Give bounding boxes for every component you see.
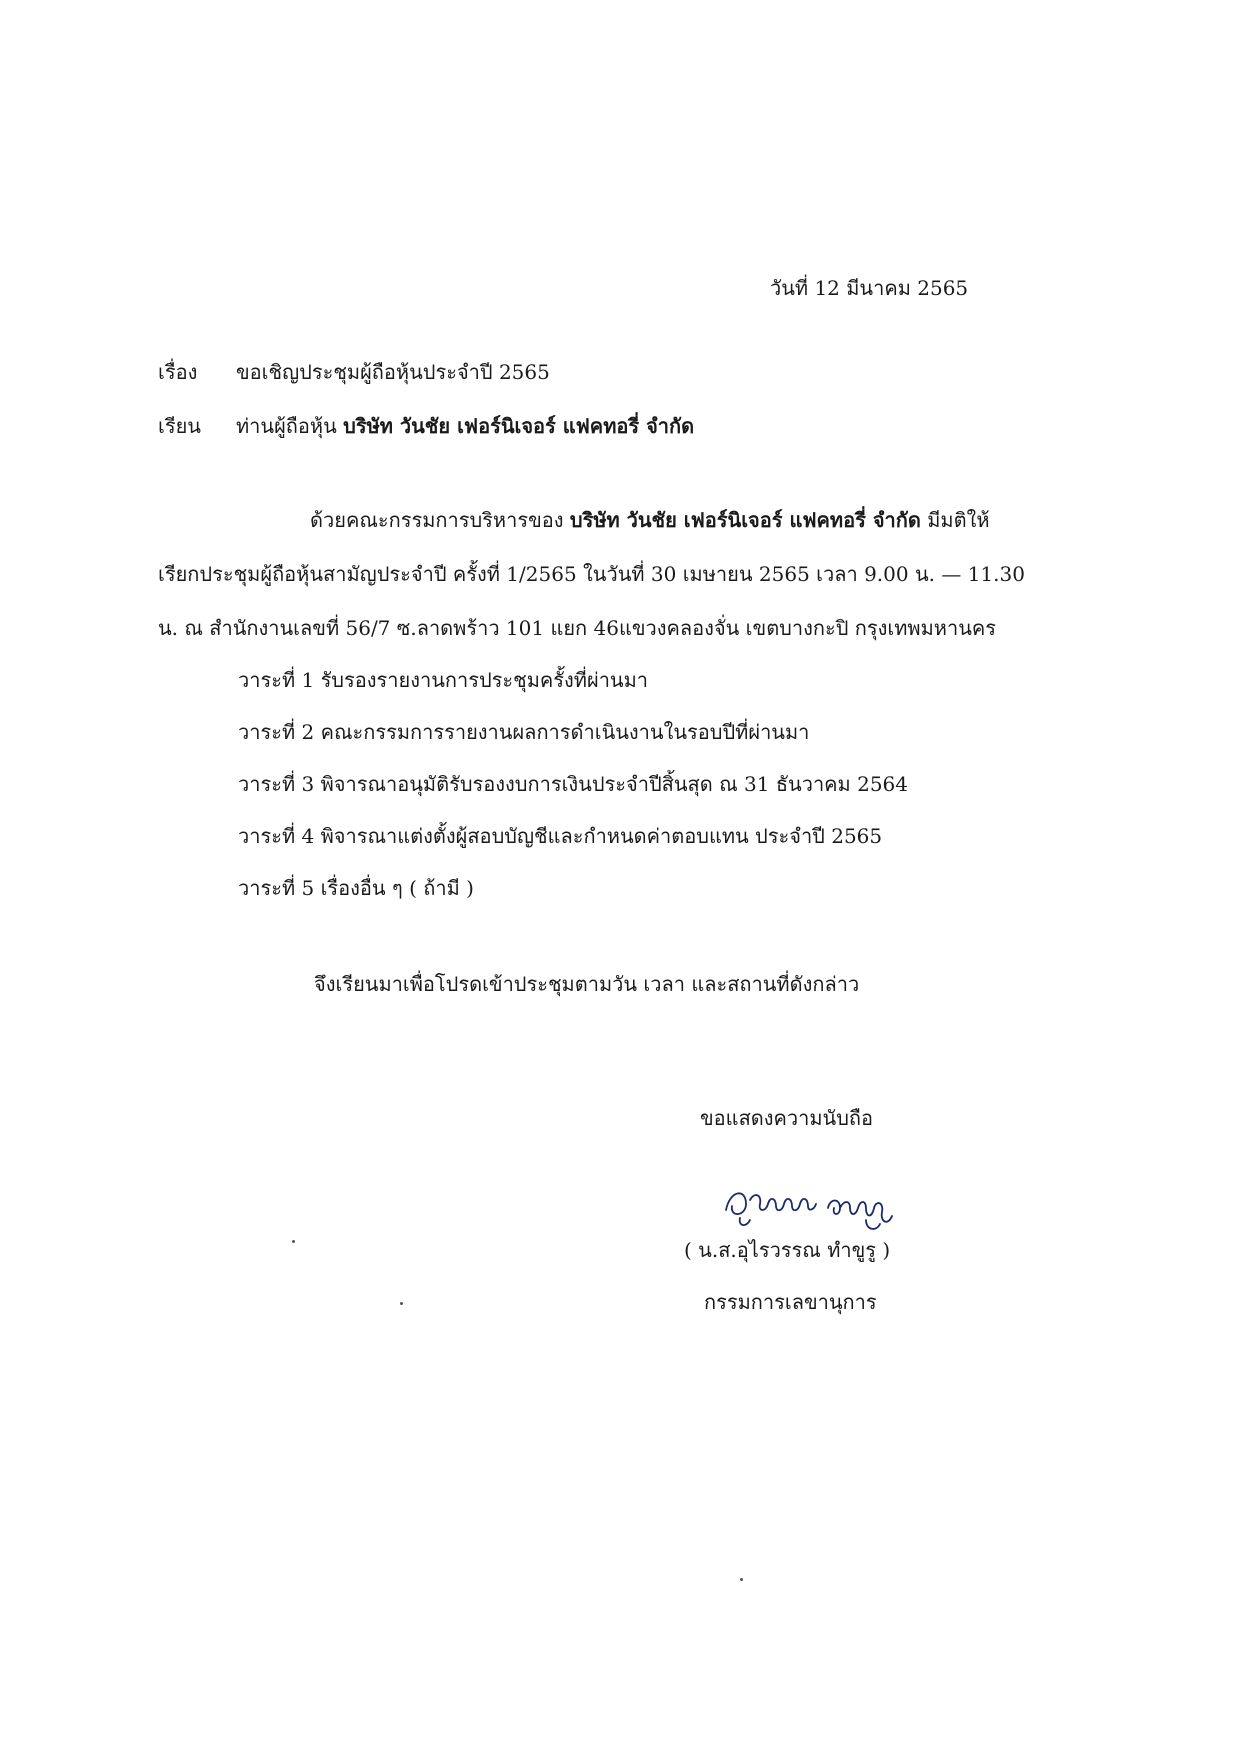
- recipient-label: เรียน: [158, 414, 201, 438]
- body-company-name: บริษัท วันชัย เฟอร์นิเจอร์ แฟคทอรี่ จำกัด: [569, 508, 921, 532]
- body-line-1-suffix: มีมติให้: [920, 508, 990, 532]
- subject-label: เรื่อง: [158, 360, 198, 384]
- scan-speck: [400, 1302, 403, 1305]
- body-line-1: [310, 506, 990, 534]
- signature-stroke-first-name: [726, 1193, 816, 1225]
- agenda-item-5: วาระที่ 5 เรื่องอื่น ๆ ( ถ้ามี ): [238, 876, 474, 900]
- signature-stroke-last-name: [828, 1201, 892, 1229]
- agenda-item-3: วาระที่ 3 พิจารณาอนุมัติรับรองงบการเงินประจำปีสิ้นสุด ณ 31 ธันวาคม 2564: [238, 772, 908, 796]
- agenda-item-2: วาระที่ 2 คณะกรรมการรายงานผลการดำเนินงานในรอบปีที่ผ่านมา: [238, 720, 810, 744]
- signer-name: ( น.ส.อุไรวรรณ ทำขูรู ): [684, 1238, 891, 1262]
- scan-speck: [740, 1578, 743, 1581]
- regards-text: ขอแสดงความนับถือ: [700, 1106, 874, 1130]
- handwritten-signature: [716, 1170, 916, 1240]
- recipient-company: บริษัท วันชัย เฟอร์นิเจอร์ แฟคทอรี่ จำกัด: [343, 414, 695, 438]
- scan-speck: [292, 1240, 295, 1243]
- body-line-2: เรียกประชุมผู้ถือหุ้นสามัญประจำปี ครั้งที่ 1/2565 ในวันที่ 30 เมษายน 2565 เวลา 9.00 น. — 11.30: [158, 562, 1025, 586]
- subject-line: [158, 358, 550, 386]
- recipient-prefix: ท่านผู้ถือหุ้น: [236, 414, 344, 438]
- closing-sentence: จึงเรียนมาเพื่อโปรดเข้าประชุมตามวัน เวลา และสถานที่ดังกล่าว: [314, 972, 860, 996]
- recipient-line: [158, 412, 694, 440]
- body-line-3: น. ณ สำนักงานเลขที่ 56/7 ซ.ลาดพร้าว 101 แยก 46แขวงคลองจั่น เขตบางกะปิ กรุงเทพมหานคร: [158, 616, 996, 640]
- letter-date: วันที่ 12 มีนาคม 2565: [770, 276, 969, 300]
- agenda-item-4: วาระที่ 4 พิจารณาแต่งตั้งผู้สอบบัญชีและกำหนดค่าตอบแทน ประจำปี 2565: [238, 824, 883, 848]
- agenda-item-1: วาระที่ 1 รับรองรายงานการประชุมครั้งที่ผ่านมา: [238, 668, 649, 692]
- subject-text: ขอเชิญประชุมผู้ถือหุ้นประจำปี 2565: [236, 360, 550, 384]
- body-line-1-prefix: ด้วยคณะกรรมการบริหารของ: [310, 508, 570, 532]
- signer-title: กรรมการเลขานุการ: [704, 1290, 877, 1314]
